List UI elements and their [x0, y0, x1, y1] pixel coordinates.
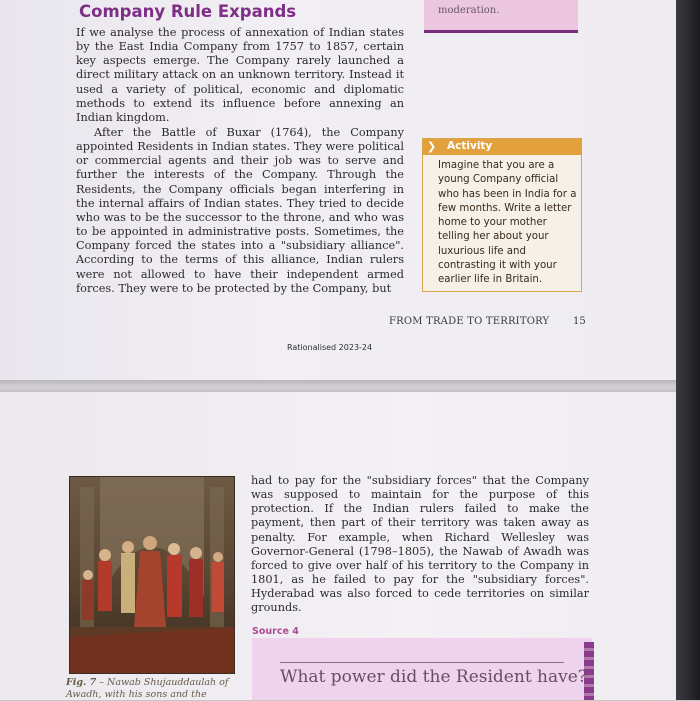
- book-spine-edge: [676, 0, 700, 700]
- paragraph-3: had to pay for the "subsidiary forces" that the Company was supposed to maintain for the purpose of this protection. If the Indian rulers failed to make the payment, then part of their territory was taken away as penalty. For example, when Richard Wellesley was Governor-General (1798–1805), the Nawab of Awadh was forced to give over half of his territory to the Company in 1801, as he failed to pay for the "subsidiary forces". Hyderabad was also forced to cede territories on similar grounds.: [251, 474, 589, 615]
- caption-figure-number: Fig. 7: [66, 677, 97, 688]
- activity-box: [422, 138, 582, 292]
- nawab-painting-image: [69, 476, 235, 674]
- source-rule: [280, 662, 564, 663]
- page-number: 15: [573, 316, 586, 327]
- activity-body: Imagine that you are a young Company official who has been in India for a few months. Write a letter home to your mother telling her about your luxurious life and contrasting it with your earlier life in Britain.: [438, 160, 577, 286]
- margin-note-text: moderation.: [438, 5, 500, 16]
- rationalised-note: Rationalised 2023-24: [287, 343, 373, 352]
- source-heading: What power did the Resident have?: [280, 667, 587, 687]
- activity-header: [423, 139, 581, 155]
- source-label: Source 4: [252, 626, 299, 637]
- chevron-right-icon: ❯: [427, 140, 437, 153]
- figure-caption: [66, 677, 236, 701]
- paragraph-1: If we analyse the process of annexation of Indian states by the East India Company from 1757 to 1857, certain key aspects emerge. The Company rarely launched a direct military attack on an unknown territory. Instead it used a variety of political, economic and diplomatic methods to extend its influence before annexing an Indian kingdom.: [76, 26, 404, 124]
- running-footer-title: FROM TRADE TO TERRITORY: [389, 316, 550, 327]
- activity-title: Activity: [447, 140, 493, 152]
- caption-text: – Nawab Shujauddaulah of Awadh, with his sons and the: [66, 677, 229, 700]
- page-gap: [0, 380, 676, 392]
- section-heading: Company Rule Expands: [79, 2, 297, 21]
- paragraph-2: After the Battle of Buxar (1764), the Company appointed Residents in Indian states. They were political or commercial agents and their job was to serve and further the interests of the Company. Through the Residents, the Company officials began interfering in the internal affairs of Indian states. They tried to decide who was to be the successor to the throne, and who was to be appointed in administrative posts. Sometimes, the Company forced the states into a "subsidiary alliance". According to the terms of this alliance, Indian rulers were not allowed to have their independent armed forces. They were to be protected by the Company, but: [76, 126, 404, 295]
